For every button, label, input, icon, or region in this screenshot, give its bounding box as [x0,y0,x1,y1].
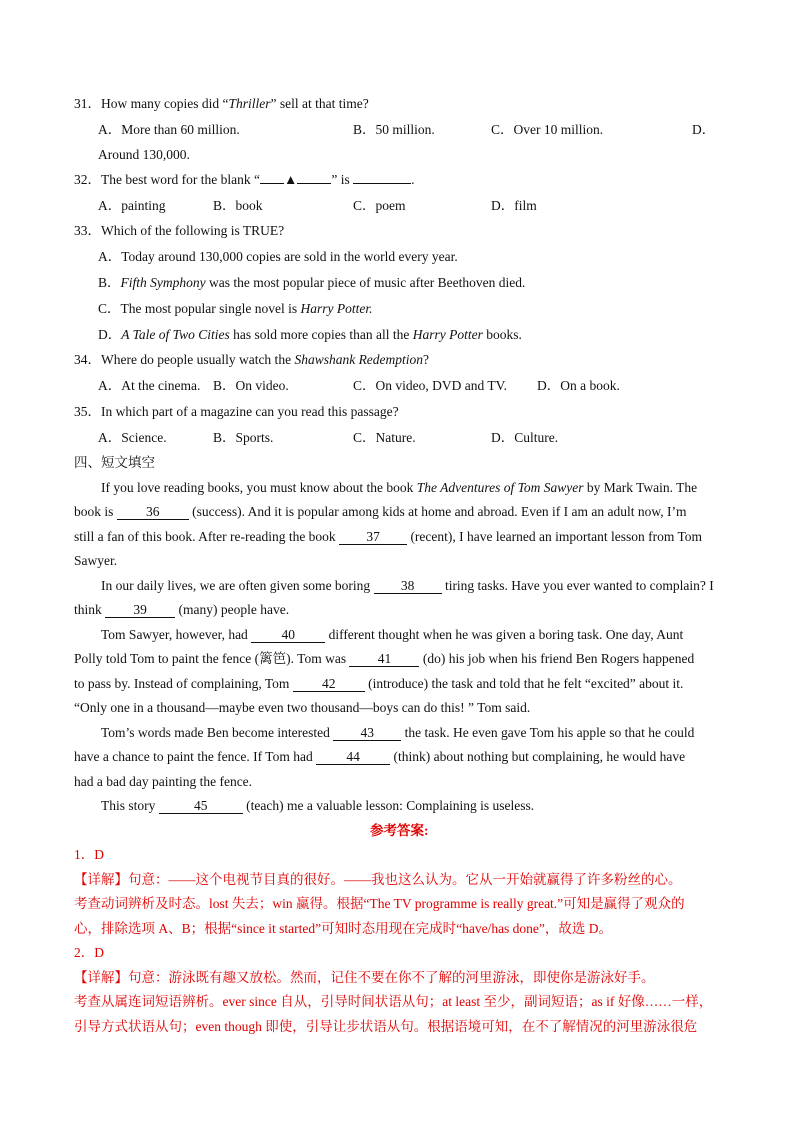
blank-38: 38 [374,578,442,594]
answer-explanation: 引导方式状语从句；even though 即使，引导让步状语从句。根据语境可知，在不了解情况的河里游泳很危 [74,1019,698,1034]
passage-line: to pass by. Instead of complaining, Tom 42 (introduce) the task and told that he felt “excited” about it. [74,676,684,691]
blank-44: 44 [316,749,390,765]
blank-36: 36 [117,504,189,520]
option-c: C．On video, DVD and TV. [353,378,507,393]
question-32-stem: 32．The best word for the blank “ ▲ ” is . [74,172,415,187]
blank-41: 41 [349,651,419,667]
option-a: A．painting [98,198,166,213]
option-a: A．Science. [98,430,167,445]
question-33-stem: 33．Which of the following is TRUE? [74,223,285,238]
blank-43: 43 [333,725,401,741]
question-31-stem: 31．How many copies did “Thriller” sell at that time? [74,96,369,111]
option-b: B．Fifth Symphony was the most popular piece of music after Beethoven died. [98,275,526,290]
passage-line: Tom’s words made Ben become interested 43 the task. He even gave Tom his apple so that he could [101,725,695,740]
blank-39: 39 [105,602,175,618]
option-c: C．Over 10 million. [491,122,604,137]
passage-line: had a bad day painting the fence. [74,774,253,789]
option-d: D．On a book. [537,378,620,393]
option-d: D．Culture. [491,430,559,445]
option-b: B．On video. [213,378,289,393]
passage-line: This story 45 (teach) me a valuable lesson: Complaining is useless. [101,798,535,813]
answers-heading: 参考答案: [370,823,429,838]
option-a: A．At the cinema. [98,378,201,393]
option-d: D．film [491,198,537,213]
option-a: A．Today around 130,000 copies are sold in the world every year. [98,249,458,264]
passage-line: book is 36 (success). And it is popular among kids at home and abroad. Even if I am an adult now, I’m [74,504,687,519]
blank-triangle-icon: ▲ [283,172,298,187]
passage-line: Tom Sawyer, however, had 40 different thought when he was given a boring task. One day, Aunt [101,627,684,642]
passage-line: “Only one in a thousand—maybe even two thousand—boys can do this! ” Tom said. [74,700,531,715]
question-35-stem: 35．In which part of a magazine can you read this passage? [74,404,399,419]
passage-line: If you love reading books, you must know about the book The Adventures of Tom Sawyer by Mark Twain. The [101,480,698,495]
answer-number: 2．D [74,945,104,960]
option-a: A．More than 60 million. [98,122,240,137]
blank-37: 37 [339,529,407,545]
blank-42: 42 [293,676,365,692]
answer-explanation: 考查动词辨析及时态。lost 失去；win 赢得。根据“The TV programme is really great.”可知是赢得了观众的 [74,896,685,911]
section-title: 四、短文填空 [74,455,155,470]
blank-40: 40 [251,627,325,643]
option-d: D． [692,122,716,137]
passage-line: still a fan of this book. After re-reading the book 37 (recent), I have learned an important lesson from Tom [74,529,703,544]
passage-line: have a chance to paint the fence. If Tom had 44 (think) about nothing but complaining, he would have [74,749,686,764]
option-b: B．book [213,198,263,213]
passage-line: Polly told Tom to paint the fence (篱笆). Tom was 41 (do) his job when his friend Ben Rogers happened [74,651,695,666]
blank-45: 45 [159,798,243,814]
answer-explanation: 【详解】句意：——这个电视节目真的很好。——我也这么认为。它从一开始就赢得了许多粉丝的心。 [74,872,682,887]
option-d: D．A Tale of Two Cities has sold more copies than all the Harry Potter books. [98,327,522,342]
answer-number: 1．D [74,847,104,862]
passage-line: In our daily lives, we are often given some boring 38 tiring tasks. Have you ever wanted to complain? I [101,578,714,593]
passage-line: Sawyer. [74,553,118,568]
option-b: B．50 million. [353,122,435,137]
answer-explanation: 【详解】句意：游泳既有趣又放松。然而，记住不要在你不了解的河里游泳，即使你是游泳好手。 [74,970,655,985]
answer-explanation: 考查从属连词短语辨析。ever since 自从，引导时间状语从句；at least 至少，副词短语；as if 好像……一样， [74,994,713,1009]
option-c: C．Nature. [353,430,416,445]
option-d-wrap: Around 130,000. [98,147,190,162]
option-c: C．poem [353,198,406,213]
question-34-stem: 34．Where do people usually watch the Shawshank Redemption? [74,352,430,367]
passage-line: think 39 (many) people have. [74,602,290,617]
option-c: C．The most popular single novel is Harry Potter. [98,301,373,316]
answer-explanation: 心，排除选项 A、B；根据“since it started”可知时态用现在完成时“have/has done”，故选 D。 [74,921,613,936]
option-b: B．Sports. [213,430,274,445]
